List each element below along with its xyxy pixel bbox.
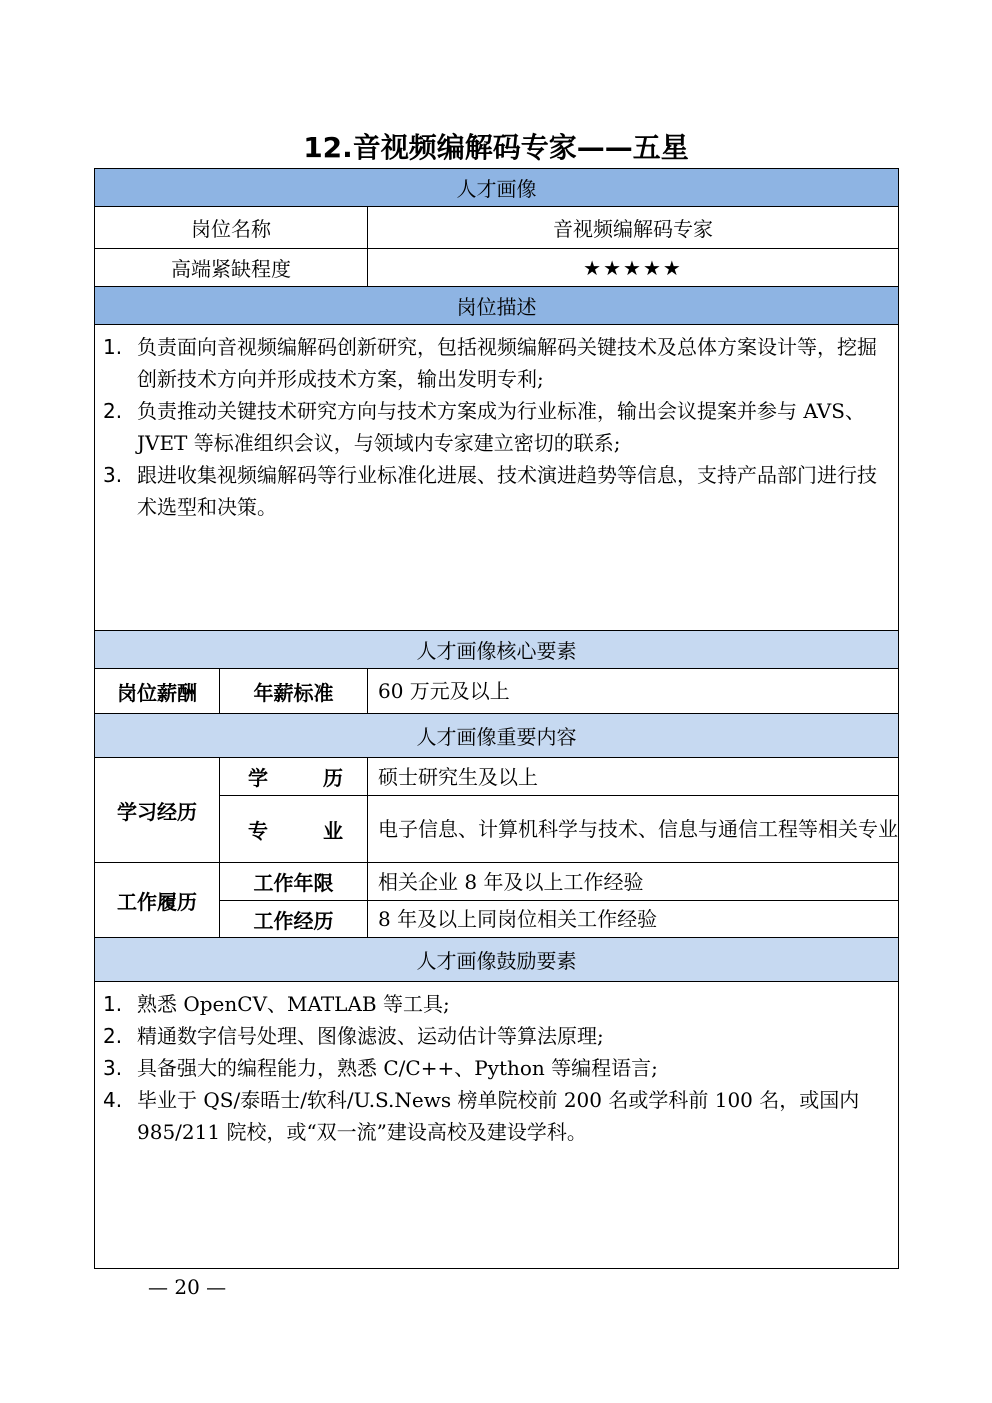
description-list-cell	[95, 325, 899, 631]
major-label	[220, 796, 368, 863]
major-value: 电子信息、计算机科学与技术、信息与通信工程等相关专业	[368, 796, 899, 863]
encourage-item	[103, 988, 888, 1020]
position-name-value: 音视频编解码专家	[368, 207, 899, 249]
salary-value: 60 万元及以上	[368, 669, 899, 714]
encourage-item-number: 2.	[103, 1024, 123, 1048]
salary-label: 年薪标准	[220, 669, 368, 714]
study-category: 学习经历	[95, 758, 220, 863]
description-list	[103, 331, 888, 523]
section-header-core: 人才画像核心要素	[95, 631, 899, 669]
description-item-number: 2.	[103, 399, 123, 423]
description-item-number: 3.	[103, 463, 123, 487]
talent-profile-table	[94, 168, 899, 1269]
degree-value: 硕士研究生及以上	[368, 758, 899, 796]
position-name-label: 岗位名称	[95, 207, 368, 249]
encourage-item-text: 熟悉 OpenCV、MATLAB 等工具;	[137, 992, 450, 1016]
encourage-item-text: 精通数字信号处理、图像滤波、运动估计等算法原理;	[137, 1024, 604, 1048]
page-number: — 20 —	[148, 1275, 227, 1299]
description-item	[103, 459, 888, 523]
encourage-item-number: 1.	[103, 992, 123, 1016]
description-item-text: 跟进收集视频编解码等行业标准化进展、技术演进趋势等信息，支持产品部门进行技术选型和决策。	[137, 463, 877, 519]
encourage-item	[103, 1020, 888, 1052]
encourage-item-text: 具备强大的编程能力，熟悉 C/C++、Python 等编程语言;	[137, 1056, 658, 1080]
work-experience-value: 8 年及以上同岗位相关工作经验	[368, 901, 899, 938]
major-label-char-2: 业	[323, 818, 343, 843]
encourage-list	[103, 988, 888, 1148]
degree-label-char-1: 学	[248, 766, 268, 790]
encourage-item-number: 4.	[103, 1088, 123, 1112]
major-label-char-1: 专	[248, 818, 268, 843]
salary-category: 岗位薪酬	[95, 669, 220, 714]
section-header-encourage: 人才画像鼓励要素	[95, 938, 899, 982]
encourage-item	[103, 1052, 888, 1084]
scarcity-star-rating: ★★★★★	[368, 249, 899, 287]
work-years-value: 相关企业 8 年及以上工作经验	[368, 863, 899, 901]
section-header-profile: 人才画像	[95, 169, 899, 207]
description-item-number: 1.	[103, 335, 123, 359]
description-item	[103, 395, 888, 459]
encourage-list-cell	[95, 982, 899, 1269]
scarcity-label: 高端紧缺程度	[95, 249, 368, 287]
section-header-description: 岗位描述	[95, 287, 899, 325]
description-item-text: 负责推动关键技术研究方向与技术方案成为行业标准，输出会议提案并参与 AVS、JVET 等标准组织会议，与领域内专家建立密切的联系;	[137, 399, 865, 455]
work-category: 工作履历	[95, 863, 220, 938]
section-header-important: 人才画像重要内容	[95, 714, 899, 758]
work-years-label: 工作年限	[220, 863, 368, 901]
degree-label	[220, 758, 368, 796]
encourage-item-number: 3.	[103, 1056, 123, 1080]
degree-label-char-2: 历	[323, 766, 343, 790]
page-title: 12.音视频编解码专家——五星	[303, 131, 689, 164]
encourage-item-text: 毕业于 QS/泰晤士/软科/U.S.News 榜单院校前 200 名或学科前 100 名，或国内 985/211 院校，或“双一流”建设高校及建设学科。	[137, 1088, 860, 1144]
description-item	[103, 331, 888, 395]
work-experience-label: 工作经历	[220, 901, 368, 938]
description-item-text: 负责面向音视频编解码创新研究，包括视频编解码关键技术及总体方案设计等，挖掘创新技术方向并形成技术方案，输出发明专利;	[137, 335, 877, 391]
encourage-item	[103, 1084, 888, 1148]
